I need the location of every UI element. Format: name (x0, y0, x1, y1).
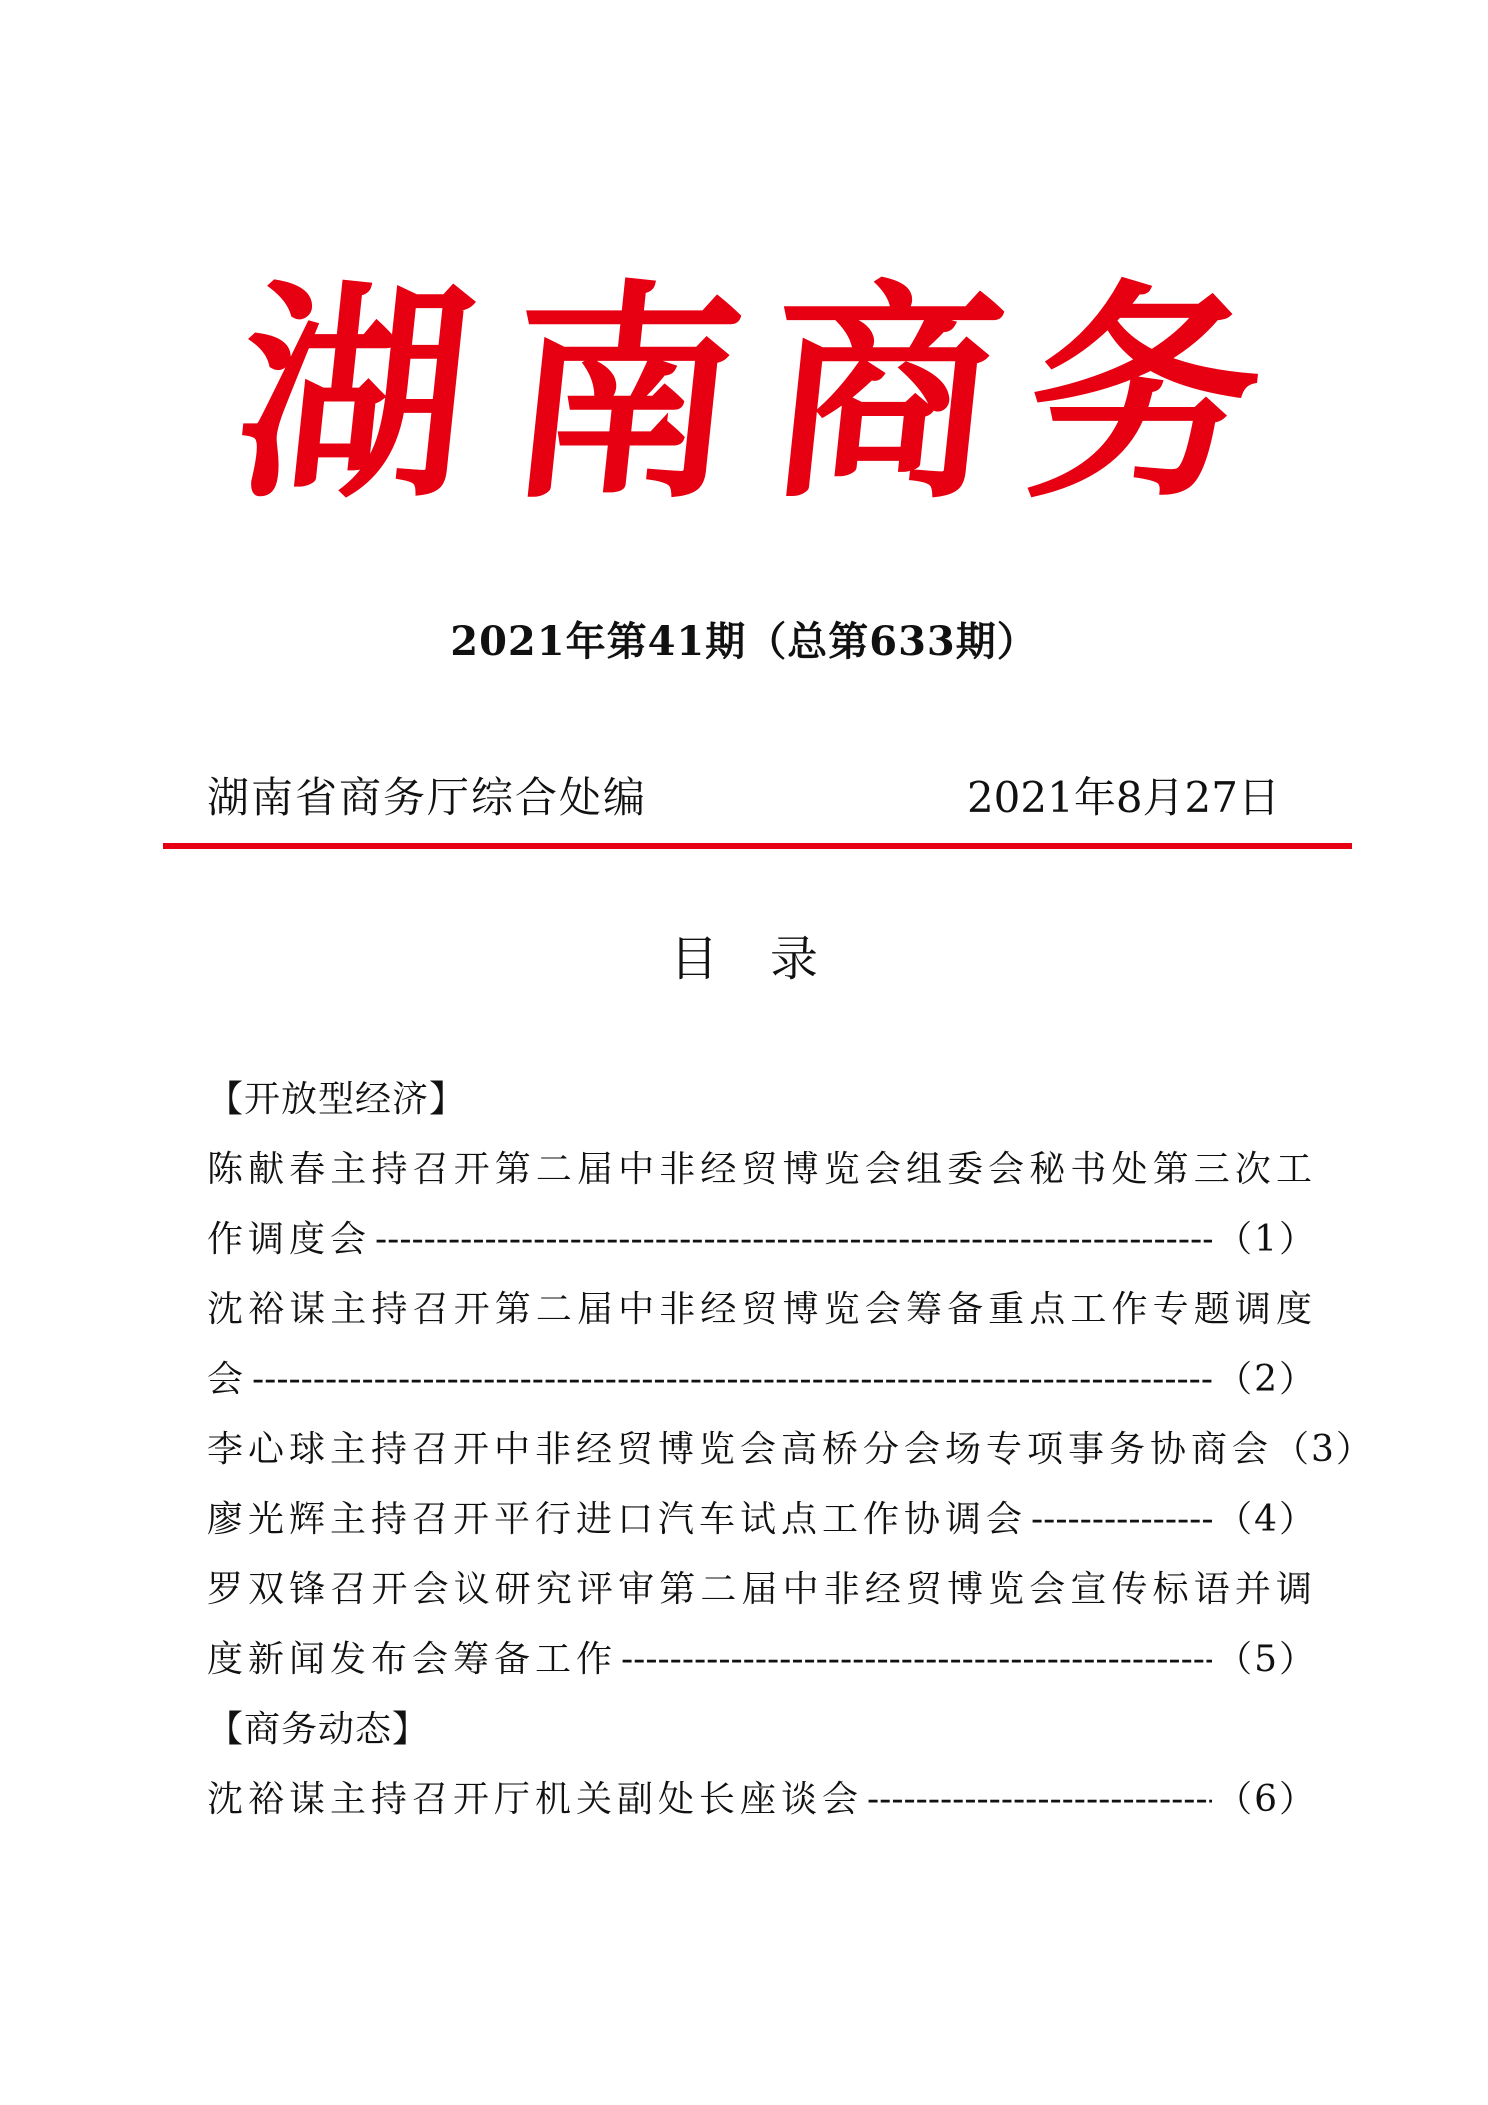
toc-entry[interactable] (207, 1205, 1317, 1275)
toc-entry-text: 沈裕谋主持召开厅机关副处长座谈会 (207, 1779, 864, 1820)
leader-dots (252, 1345, 1212, 1415)
leader-dots (621, 1625, 1212, 1695)
toc-entry-text: 李心球主持召开中非经贸博览会高桥分会场专项事务协商会 (207, 1429, 1274, 1470)
toc-entry[interactable] (207, 1765, 1317, 1835)
masthead-char-1: 湖 (225, 259, 484, 530)
toc-section-heading: 【开放型经济】 (207, 1079, 467, 1120)
toc-entry-line[interactable]: 陈献春主持召开第二届中非经贸博览会组委会秘书处第三次工 (207, 1149, 1317, 1190)
table-of-contents (207, 1065, 1374, 1835)
toc-section-heading: 【商务动态】 (207, 1709, 430, 1750)
leader-dots (375, 1205, 1212, 1275)
masthead-char-3: 商 (755, 259, 1014, 530)
masthead-logo (0, 250, 1488, 530)
masthead-char-2: 南 (495, 259, 754, 530)
toc-entry[interactable] (207, 1485, 1317, 1555)
publish-date: 2021年8月27日 (966, 773, 1280, 822)
toc-page-number: （6） (1216, 1779, 1317, 1820)
toc-page-number: （5） (1216, 1639, 1317, 1680)
masthead-char-4: 务 (1015, 259, 1274, 530)
toc-entry[interactable] (207, 1345, 1317, 1415)
publisher: 湖南省商务厅综合处编 (207, 773, 648, 822)
toc-page-number: （3） (1273, 1429, 1374, 1470)
toc-entry-text: 廖光辉主持召开平行进口汽车试点工作协调会 (207, 1499, 1028, 1540)
toc-entry-line[interactable]: 沈裕谋主持召开第二届中非经贸博览会筹备重点工作专题调度 (207, 1289, 1317, 1330)
leader-dots (1031, 1485, 1212, 1555)
toc-entry-text: 作调度会 (207, 1219, 372, 1260)
toc-entry-text: 会 (207, 1359, 249, 1400)
toc-entry[interactable] (207, 1625, 1317, 1695)
toc-page-number: （1） (1216, 1219, 1317, 1260)
toc-entry[interactable] (207, 1415, 1374, 1485)
toc-entry-text: 度新闻发布会筹备工作 (207, 1639, 618, 1680)
toc-entry-line[interactable]: 罗双锋召开会议研究评审第二届中非经贸博览会宣传标语并调 (207, 1569, 1317, 1610)
toc-page-number: （2） (1216, 1359, 1317, 1400)
issue-number: 2021年第41期（总第633期） (450, 618, 1038, 665)
red-divider-rule (163, 843, 1352, 849)
masthead-title (0, 250, 1488, 530)
toc-title (0, 920, 1488, 989)
toc-page-number: （4） (1216, 1499, 1317, 1540)
toc-title-char: 目 (669, 931, 718, 987)
toc-title-char: 录 (770, 931, 819, 987)
leader-dots (867, 1765, 1212, 1835)
